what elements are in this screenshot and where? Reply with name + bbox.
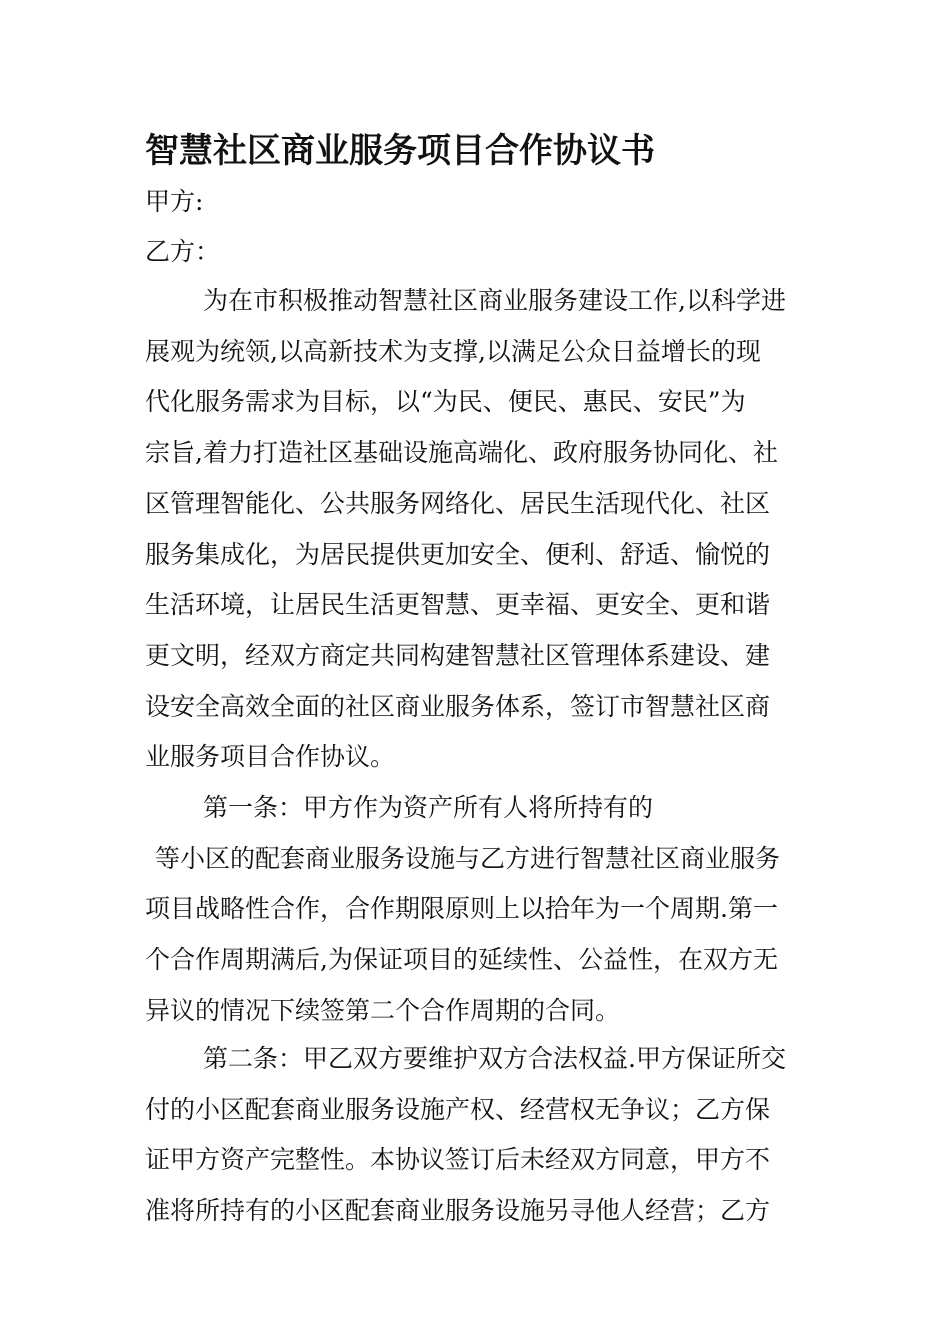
paragraph-line: 生活环境，让居民生活更智慧、更幸福、更安全、更和谐 [145,590,771,620]
paragraph-line: 准将所持有的小区配套商业服务设施另寻他人经营；乙方 [145,1196,771,1226]
paragraph-line: 为在市积极推动智慧社区商业服务建设工作,以科学进 [203,286,786,315]
paragraph-line: 区管理智能化、公共服务网络化、居民生活现代化、社区 [145,488,771,518]
paragraph-line: 证甲方资产完整性。本协议签订后未经双方同意，甲方不 [145,1145,771,1175]
paragraph-line: 代化服务需求为目标，以“为民、便民、惠民、安民”为 [145,387,746,417]
paragraph-line: 设安全高效全面的社区商业服务体系，签订市智慧社区商 [145,691,771,721]
paragraph-line: 展观为统领,以高新技术为支撑,以满足公众日益增长的现 [145,336,761,366]
document-title: 智慧社区商业服务项目合作协议书 [145,131,655,171]
article-heading-line: 第二条：甲乙双方要维护双方合法权益.甲方保证所交 [203,1044,786,1073]
paragraph-line: 等小区的配套商业服务设施与乙方进行智慧社区商业服务 [155,843,781,873]
paragraph-line: 付的小区配套商业服务设施产权、经营权无争议；乙方保 [145,1094,771,1124]
party-b-label: 乙方： [145,237,221,266]
paragraph-line: 更文明，经双方商定共同构建智慧社区管理体系建设、建 [145,640,771,670]
paragraph-line: 异议的情况下续签第二个合作周期的合同。 [145,995,621,1025]
intro-paragraph [145,276,813,783]
paragraph-line: 个合作周期满后,为保证项目的延续性、公益性，在双方无 [145,945,778,975]
article-2-paragraph [145,1034,813,1237]
paragraph-line: 宗旨,着力打造社区基础设施高端化、政府服务协同化、社 [145,438,778,468]
article-1-paragraph [145,783,813,1037]
paragraph-line: 业服务项目合作协议。 [145,742,396,772]
party-a-label: 甲方: [145,187,204,216]
paragraph-line: 项目战略性合作，合作期限原则上以拾年为一个周期.第一 [145,894,778,924]
paragraph-line: 服务集成化，为居民提供更加安全、便利、舒适、愉悦的 [145,539,771,569]
article-heading-line: 第一条：甲方作为资产所有人将所持有的 [203,793,654,822]
